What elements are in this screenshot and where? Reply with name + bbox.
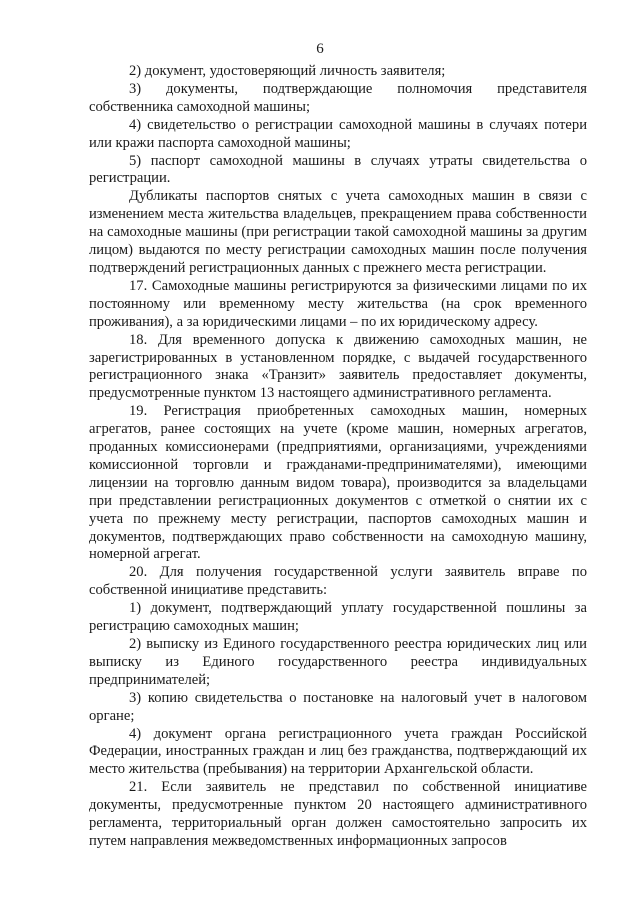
page-number: 6 (316, 41, 324, 57)
paragraph-section-21: 21. Если заявитель не представил по собственной инициативе документы, предусмотренные пунктом 20 настоящего административного регламента, территориальный орган должен самостоятельно запросить их путем направления межведомственных информационных запросов (89, 779, 587, 849)
paragraph-section-20-item-3: 3) копию свидетельства о постановке на налоговый учет в налоговом органе; (89, 689, 587, 724)
document-body (89, 63, 587, 851)
paragraph-section-20-item-2: 2) выписку из Единого государственного реестра юридических лиц или выписку из Единого государственного реестра индивидуальных предпринимателей; (89, 636, 587, 688)
paragraph-item-2-identity-document: 2) документ, удостоверяющий личность заявителя; (129, 63, 446, 79)
paragraph-section-17: 17. Самоходные машины регистрируются за физическими лицами по их постоянному или временному месту жительства (на срок временного проживания), а за юридическими лицами – по их юридическому адресу. (89, 277, 587, 330)
paragraph-item-4-registration-certificate: 4) свидетельство о регистрации самоходной машины в случаях потери или кражи паспорта самоходной машины; (89, 116, 587, 151)
paragraph-section-18: 18. Для временного допуска к движению самоходных машин, не зарегистрированных в установленном порядке, с выдачей государственного регистрационного знака «Транзит» заявитель предоставляет документы, предусмотренные пунктом 13 настоящего административного регламента. (89, 331, 587, 402)
paragraph-item-3-representative-authority: 3) документы, подтверждающие полномочия представителя собственника самоходной машины; (89, 80, 587, 115)
paragraph-section-20-item-4: 4) документ органа регистрационного учета граждан Российской Федерации, иностранных граждан и лиц без гражданства, подтверждающий их место жительства (пребывания) на территории Архангельской области. (89, 725, 587, 778)
paragraph-duplicate-passports: Дубликаты паспортов снятых с учета самоходных машин в связи с изменением места жительства владельцев, прекращением права собственности на самоходные машины (при регистрации такой самоходной машины за другим лицом) выдаются по месту регистрации самоходных машин после получения подтверждений регистрационных данных с прежнего места регистрации. (89, 188, 587, 276)
paragraph-section-20: 20. Для получения государственной услуги заявитель вправе по собственной инициативе представить: (89, 564, 587, 599)
paragraph-section-19: 19. Регистрация приобретенных самоходных машин, номерных агрегатов, ранее состоящих на учете (кроме машин, номерных агрегатов, проданных комиссионерами (предприятиями, организациями, учреждениями комиссионной торговли и гражданами-предпринимателями), имеющими лицензии на торговлю данным видом товара), производится за владельцами при представлении регистрационных документов с отметкой о снятии их с учета по прежнему месту регистрации, паспортов самоходных машин и документов, подтверждающих право собственности на самоходную машину, номерной агрегат. (89, 403, 587, 563)
paragraph-section-20-item-1: 1) документ, подтверждающий уплату государственной пошлины за регистрацию самоходных машин; (89, 600, 587, 635)
paragraph-item-5-machine-passport: 5) паспорт самоходной машины в случаях утраты свидетельства о регистрации. (89, 152, 587, 187)
